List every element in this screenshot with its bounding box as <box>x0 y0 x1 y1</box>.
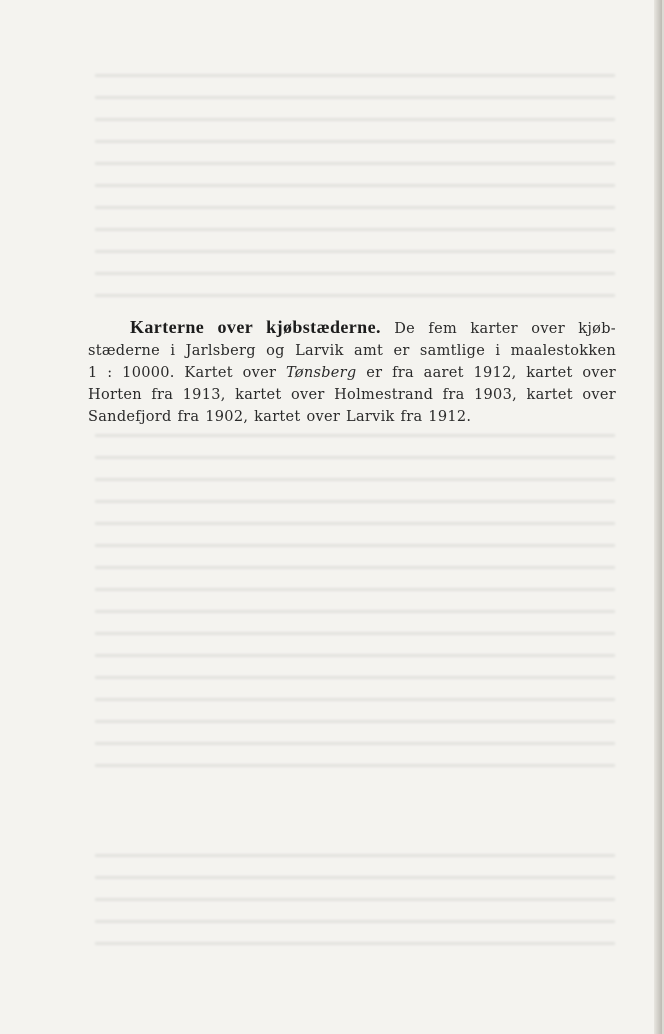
paragraph-line-2: stæderne i Jarlsberg og Larvik amt er samtlige i maalestokken <box>88 343 616 359</box>
show-through-text-lower <box>95 840 615 950</box>
italic-place-name: Tønsberg <box>285 365 357 381</box>
page-edge-shadow <box>654 0 662 1034</box>
line-3-text-start: 1 : 10000. Kartet over <box>88 365 286 381</box>
paragraph-line-5: Sandefjord fra 1902, kartet over Larvik fra 1912. <box>88 409 472 425</box>
line-3-text-end: er fra aaret 1912, kartet over <box>356 365 616 381</box>
paragraph-karterne <box>88 316 616 428</box>
paragraph-line-3 <box>88 362 616 384</box>
show-through-text-middle <box>95 420 615 780</box>
section-heading: Karterne over kjøbstæderne. <box>130 317 381 337</box>
line-1-text: De fem karter over kjøb- <box>394 321 616 337</box>
paragraph-line-1 <box>88 316 616 340</box>
paragraph-line-4: Horten fra 1913, kartet over Holmestrand fra 1903, kartet over <box>88 387 616 403</box>
show-through-text-upper <box>95 60 615 300</box>
